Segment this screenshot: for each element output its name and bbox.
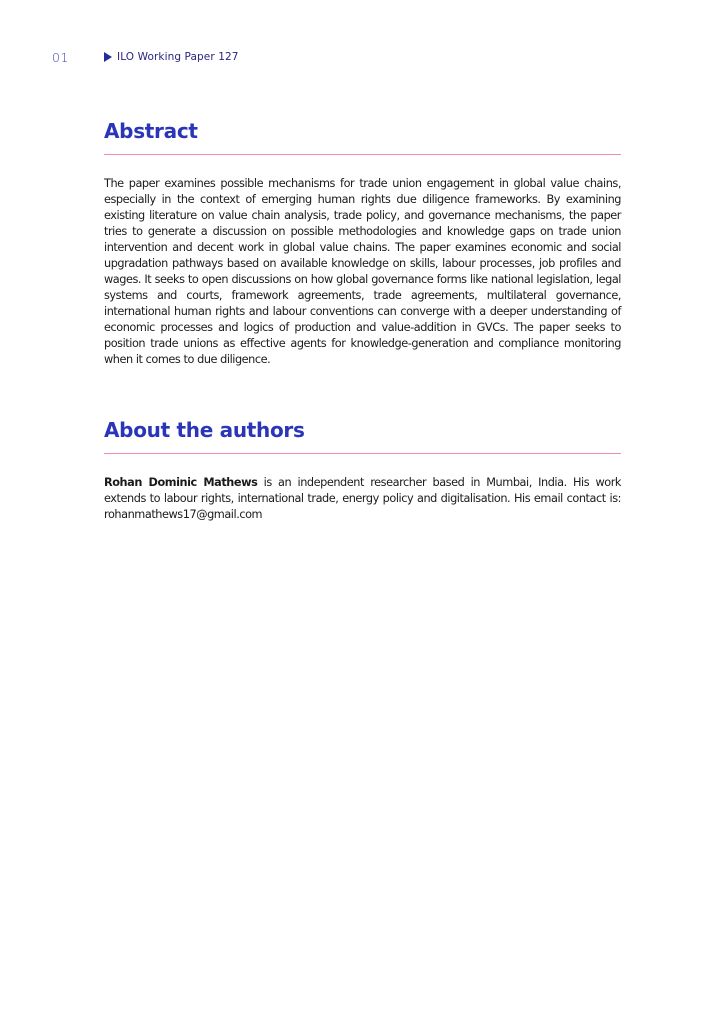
play-triangle-icon [104,52,112,62]
about-authors-divider [104,453,621,454]
author-name: Rohan Dominic Mathews [104,476,258,489]
abstract-section [104,118,621,368]
abstract-divider [104,154,621,155]
page-number: 01 [52,49,69,65]
series-title: ILO Working Paper 127 [117,51,239,63]
about-authors-section [104,417,621,523]
abstract-body: The paper examines possible mechanisms for trade union engagement in global value chains, especially in the context of emerging human rights due diligence frameworks. By examining existing literature on value chain analysis, trade policy, and governance mechanisms, the paper tries to generate a discussion on possible methodologies and knowledge gaps on trade union intervention and decent work in global value chains. The paper examines economic and social upgradation pathways based on available knowledge on skills, labour processes, job profiles and wages. It seeks to open discussions on how global governance forms like national legislation, legal systems and courts, framework agreements, trade agreements, multilateral governance, international human rights and labour conventions can converge with a deeper understanding of economic processes and logics of production and value-addition in GVCs. The paper seeks to position trade unions as effective agents for knowledge-generation and compliance monitoring when it comes to due diligence. [104,177,621,366]
abstract-heading: Abstract [104,119,198,143]
author-bio-text: is an independent researcher based in Mumbai, India. His work extends to labour rights, international trade, energy policy and digitalisation. His email contact is: rohanmathews17@gmail.com [104,476,621,521]
author-bio [104,475,621,523]
about-authors-heading: About the authors [104,418,305,442]
running-header [52,49,239,65]
